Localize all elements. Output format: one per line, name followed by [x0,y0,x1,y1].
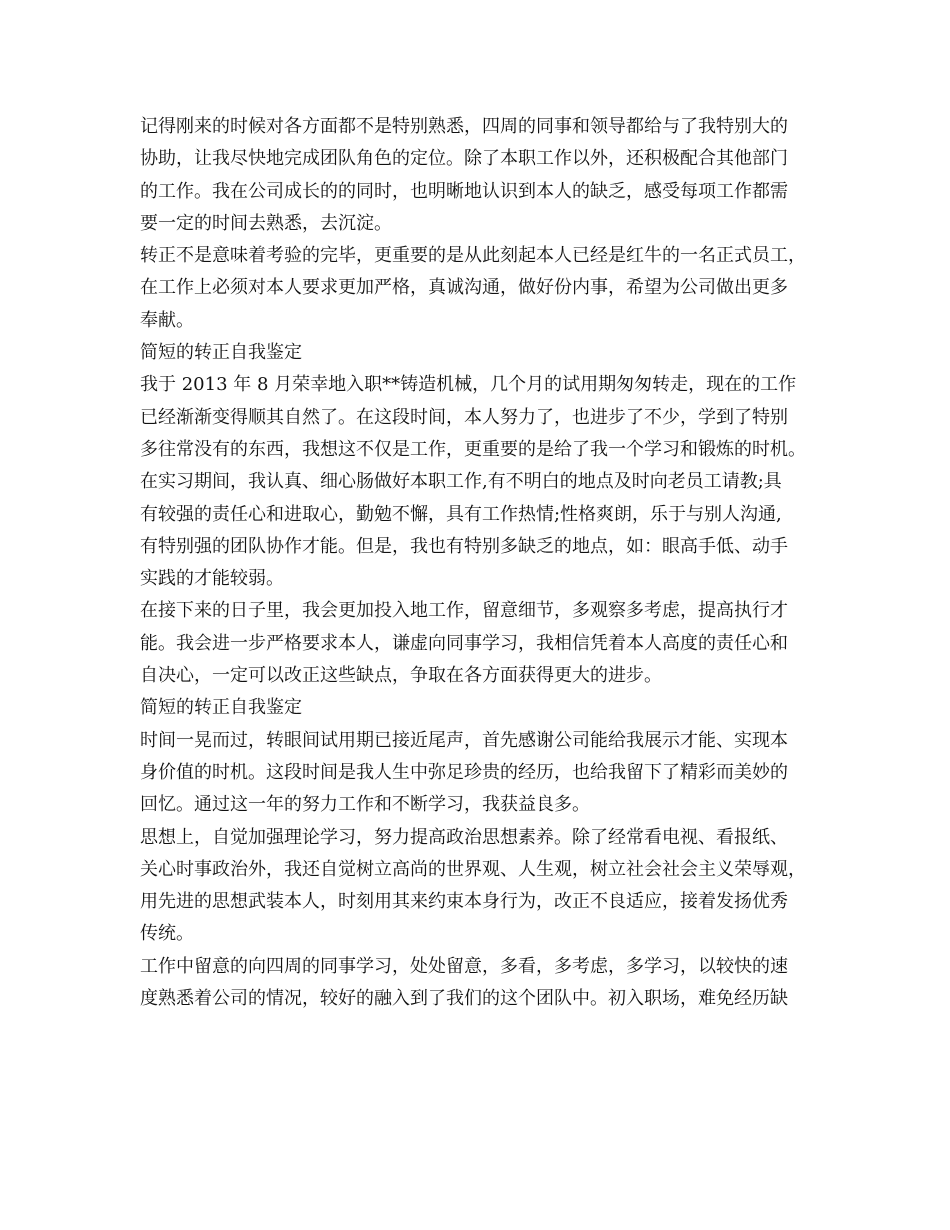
paragraph [140,951,830,1016]
text-line: 传统。 [140,923,194,945]
text-line: 在接下来的日子里，我会更加投入地工作，留意细节，多观察多考虑，提高执行才 [140,600,788,622]
paragraph [140,111,830,240]
text-line: 我于 2013 年 8 月荣幸地入职**铸造机械，几个月的试用期匆匆转走，现在的工作 [140,374,797,396]
paragraph [140,240,830,337]
text-line: 身价值的时机。这段时间是我人生中弥足珍贵的经历，也给我留下了精彩而美妙的 [140,761,788,783]
text-line: 协助，让我尽快地完成团队角色的定位。除了本职工作以外，还积极配合其他部门 [140,148,788,170]
paragraph [140,822,830,951]
text-line: 关心时事政治外，我还自觉树立高尚的世界观、人生观，树立社会社会主义荣辱观， [140,858,806,880]
text-line: 用先进的思想武装本人，时刻用其来约束本身行为，改正不良适应，接着发扬优秀 [140,891,788,913]
section-heading: 简短的转正自我鉴定 [140,697,302,719]
text-line: 自决心，一定可以改正这些缺点，争取在各方面获得更大的进步。 [140,665,662,687]
text-line: 度熟悉着公司的情况，较好的融入到了我们的这个团队中。初入职场，难免经历缺 [140,988,788,1010]
text-line: 在工作上必须对本人要求更加严格，真诚沟通，做好份内事，希望为公司做出更多 [140,277,788,299]
text-line: 有特别强的团队协作才能。但是，我也有特别多缺乏的地点，如：眼高手低、动手 [140,535,788,557]
text-line: 在实习期间，我认真、细心肠做好本职工作,有不明白的地点及时向老员工请教;具 [140,471,782,493]
text-line: 转正不是意味着考验的完毕，更重要的是从此刻起本人已经是红牛的一名正式员工， [140,245,806,267]
text-line: 奉献。 [140,309,194,331]
document-page [140,111,830,1015]
text-line: 回忆。通过这一年的努力工作和不断学习，我获益良多。 [140,794,590,816]
text-line: 的工作。我在公司成长的的同时，也明晰地认识到本人的缺乏，感受每项工作都需 [140,180,788,202]
text-line: 多往常没有的东西，我想这不仅是工作，更重要的是给了我一个学习和锻炼的时机。 [140,438,806,460]
paragraph [140,369,830,595]
text-line: 工作中留意的向四周的同事学习，处处留意，多看，多考虑，多学习，以较快的速 [140,955,788,977]
text-line: 能。我会进一步严格要求本人，谦虚向同事学习，我相信凭着本人高度的责任心和 [140,632,788,654]
text-line: 时间一晃而过，转眼间试用期已接近尾声，首先感谢公司能给我展示才能、实现本 [140,729,788,751]
paragraph [140,725,830,822]
text-line: 思想上，自觉加强理论学习，努力提高政治思想素养。除了经常看电视、看报纸、 [140,826,788,848]
text-line: 要一定的时间去熟悉，去沉淀。 [140,212,392,234]
text-line: 记得刚来的时候对各方面都不是特别熟悉，四周的同事和领导都给与了我特别大的 [140,116,788,137]
text-line: 实践的才能较弱。 [140,568,284,590]
text-line: 有较强的责任心和进取心，勤勉不懈，具有工作热情;性格爽朗，乐于与别人沟通, [140,503,782,525]
paragraph [140,595,830,692]
section-heading: 简短的转正自我鉴定 [140,342,302,364]
text-line: 已经渐渐变得顺其自然了。在这段时间，本人努力了，也进步了不少，学到了特别 [140,406,788,428]
